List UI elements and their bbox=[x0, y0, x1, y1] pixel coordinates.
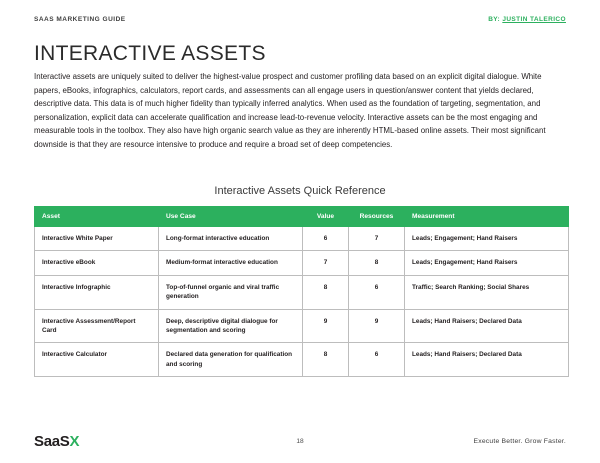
page-title: INTERACTIVE ASSETS bbox=[34, 42, 266, 65]
cell-measurement: Leads; Engagement; Hand Raisers bbox=[405, 227, 569, 251]
cell-resources: 8 bbox=[349, 251, 405, 275]
table-row bbox=[35, 275, 569, 309]
cell-asset: Interactive Calculator bbox=[35, 343, 159, 377]
byline-author-link[interactable]: JUSTIN TALERICO bbox=[502, 15, 566, 23]
table-row bbox=[35, 309, 569, 343]
table-row bbox=[35, 227, 569, 251]
table-header-row bbox=[35, 207, 569, 227]
logo-text: SaaS bbox=[34, 432, 70, 450]
cell-asset: Interactive Infographic bbox=[35, 275, 159, 309]
table-row bbox=[35, 251, 569, 275]
column-header-resources: Resources bbox=[349, 207, 405, 227]
byline bbox=[488, 16, 566, 23]
cell-value: 7 bbox=[303, 251, 349, 275]
quick-reference-table bbox=[34, 206, 569, 377]
cell-use-case: Long-format interactive education bbox=[159, 227, 303, 251]
table-row bbox=[35, 343, 569, 377]
column-header-asset: Asset bbox=[35, 207, 159, 227]
cell-resources: 6 bbox=[349, 343, 405, 377]
column-header-use-case: Use Case bbox=[159, 207, 303, 227]
page-header bbox=[0, 0, 600, 38]
cell-resources: 7 bbox=[349, 227, 405, 251]
quick-reference-table-wrapper bbox=[34, 206, 568, 377]
column-header-value: Value bbox=[303, 207, 349, 227]
cell-measurement: Traffic; Search Ranking; Social Shares bbox=[405, 275, 569, 309]
table-caption: Interactive Assets Quick Reference bbox=[214, 185, 386, 197]
cell-use-case: Declared data generation for qualification and scoring bbox=[159, 343, 303, 377]
cell-use-case: Top-of-funnel organic and viral traffic generation bbox=[159, 275, 303, 309]
cell-asset: Interactive eBook bbox=[35, 251, 159, 275]
byline-prefix: BY: bbox=[488, 15, 501, 23]
cell-measurement: Leads; Hand Raisers; Declared Data bbox=[405, 309, 569, 343]
cell-resources: 9 bbox=[349, 309, 405, 343]
cell-value: 6 bbox=[303, 227, 349, 251]
cell-use-case: Deep, descriptive digital dialogue for segmentation and scoring bbox=[159, 309, 303, 343]
cell-use-case: Medium-format interactive education bbox=[159, 251, 303, 275]
guide-label: SAAS MARKETING GUIDE bbox=[34, 15, 126, 23]
footer-tagline: Execute Better. Grow Faster. bbox=[473, 437, 566, 445]
page-number: 18 bbox=[296, 437, 304, 445]
cell-measurement: Leads; Engagement; Hand Raisers bbox=[405, 251, 569, 275]
logo-accent-x: X bbox=[69, 432, 80, 450]
cell-value: 8 bbox=[303, 275, 349, 309]
page-footer bbox=[0, 419, 600, 463]
column-header-measurement: Measurement bbox=[405, 207, 569, 227]
cell-resources: 6 bbox=[349, 275, 405, 309]
body-paragraph: Interactive assets are uniquely suited to deliver the highest-value prospect and customer profiling data based on an explicit digital dialogue. White papers, eBooks, infographics, calculators, report cards, and assessments can all engage users in question/answer content that yields declared, descriptive data. This data is of much higher fidelity than typically inferred analytics. When used as the foundation of targeting, segmentation, and personalization, explicit data can accelerate qualification and increase lead-to-revenue velocity. Interactive assets can be the most engaging and measurable tools in the toolbox. They also have high organic search value as they are inherently HTML-based online assets. Their most significant downside is that they are resource intensive to produce and require a broad set of deep competencies. bbox=[34, 72, 546, 149]
cell-asset: Interactive Assessment/Report Card bbox=[35, 309, 159, 343]
cell-value: 8 bbox=[303, 343, 349, 377]
cell-measurement: Leads; Hand Raisers; Declared Data bbox=[405, 343, 569, 377]
cell-value: 9 bbox=[303, 309, 349, 343]
cell-asset: Interactive White Paper bbox=[35, 227, 159, 251]
